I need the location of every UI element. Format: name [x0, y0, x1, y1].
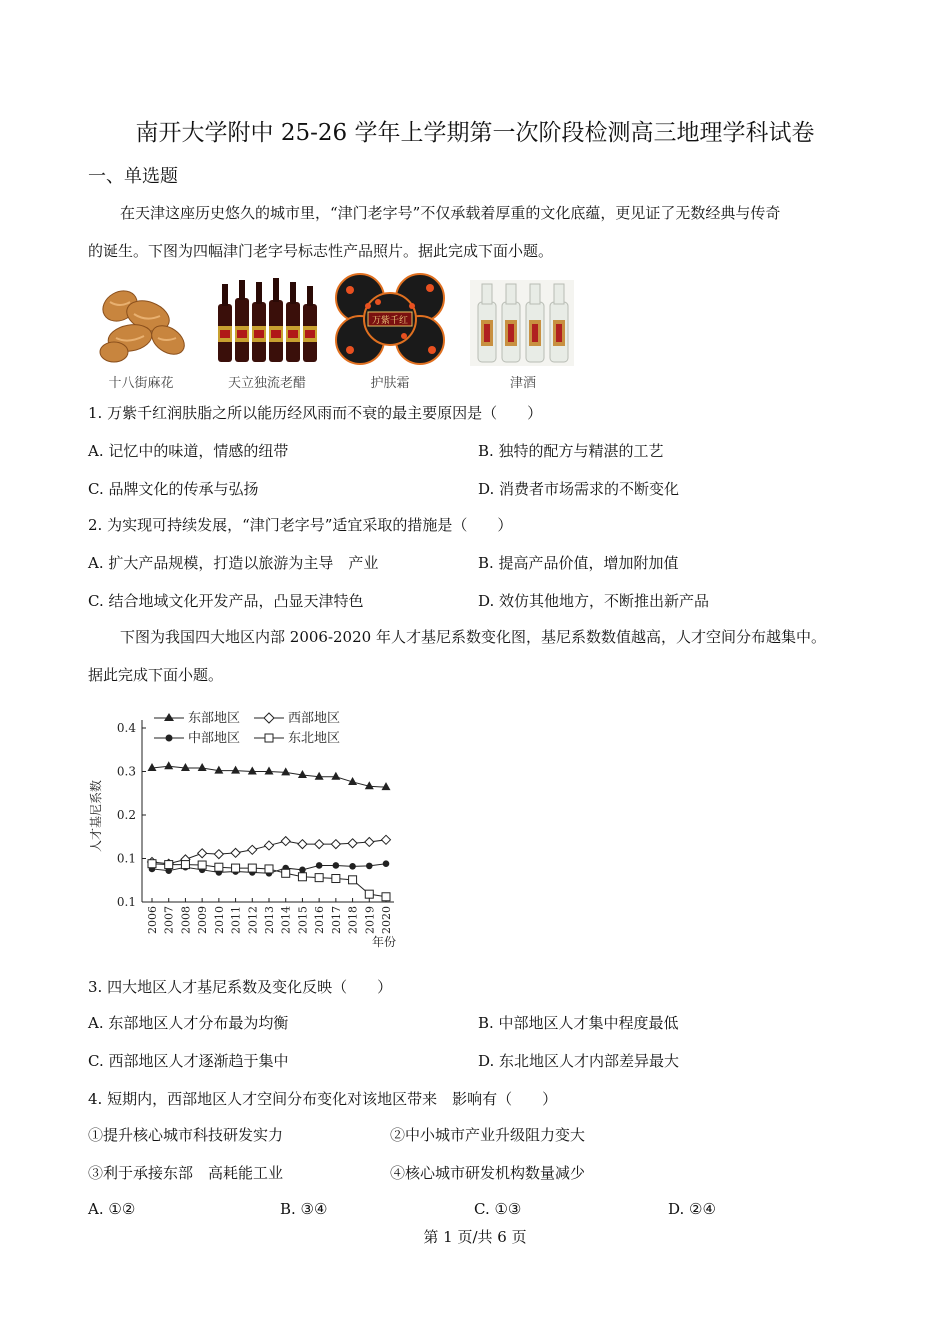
data-point-northeast: [332, 875, 340, 883]
caption-cream: 护肤霜: [370, 376, 410, 391]
data-point-northeast: [165, 861, 173, 869]
x-axis-label: 年份: [371, 935, 397, 949]
data-point-west: [248, 845, 257, 854]
data-point-central: [333, 862, 340, 869]
x-tick-label: 2006: [146, 906, 159, 934]
y-tick-label: 0.3: [116, 764, 136, 779]
legend-marker-west: [264, 713, 274, 723]
data-point-northeast: [232, 864, 240, 872]
x-tick-label: 2016: [313, 906, 327, 934]
x-tick-label: 2011: [229, 906, 243, 934]
q1-option-a: A. 记忆中的味道，情感的纽带: [88, 442, 289, 460]
y-tick-label: 0.1: [116, 851, 136, 866]
x-tick-label: 2020: [380, 906, 393, 934]
data-point-east: [164, 761, 173, 769]
legend-northeast: 东北地区: [288, 731, 341, 746]
q1-stem: 1. 万紫千红润肤脂之所以能历经风雨而不衰的最主要原因是（ ）: [88, 404, 543, 422]
data-point-west: [348, 839, 357, 848]
data-point-west: [365, 837, 374, 846]
y-tick-label: 0.1: [116, 895, 136, 909]
data-point-central: [349, 863, 356, 870]
q1-option-c: C. 品牌文化的传承与弘扬: [88, 480, 259, 498]
data-point-east: [214, 766, 223, 774]
data-point-northeast: [315, 874, 323, 882]
x-tick-label: 2017: [329, 906, 343, 934]
q4-statement-4: ④核心城市研发机构数量减少: [390, 1164, 586, 1182]
data-point-west: [298, 840, 307, 849]
data-point-northeast: [248, 864, 256, 872]
data-point-northeast: [349, 876, 357, 884]
data-point-northeast: [282, 869, 290, 877]
q2-stem: 2. 为实现可持续发展，“津门老字号”适宜采取的措施是（ ）: [88, 516, 513, 534]
legend-marker-northeast: [265, 734, 273, 742]
q4-stem: 4. 短期内，西部地区人才空间分布变化对该地区带来 影响有（ ）: [88, 1090, 558, 1108]
caption-jinjiu: 津酒: [509, 376, 536, 391]
data-point-east: [248, 767, 257, 775]
data-point-northeast: [215, 863, 223, 871]
q1-option-d: D. 消费者市场需求的不断变化: [478, 480, 680, 498]
data-point-northeast: [382, 893, 390, 901]
data-point-central: [383, 860, 390, 867]
data-point-east: [298, 770, 307, 778]
x-tick-label: 2009: [196, 906, 210, 934]
q4-option-c: C. ①③: [474, 1200, 522, 1218]
page-title: 南开大学附中 25-26 学年上学期第一次阶段检测高三地理学科试卷: [135, 120, 815, 146]
data-point-central: [299, 867, 306, 874]
q2-option-d: D. 效仿其他地方，不断推出新产品: [478, 592, 710, 610]
q3-option-b: B. 中部地区人才集中程度最低: [478, 1014, 679, 1032]
data-point-northeast: [298, 873, 306, 881]
data-point-east: [281, 767, 290, 775]
x-tick-label: 2007: [162, 906, 176, 934]
data-point-northeast: [181, 861, 189, 869]
data-point-west: [281, 837, 290, 846]
data-point-west: [198, 849, 207, 858]
q4-statement-1: ①提升核心城市科技研发实力: [88, 1126, 284, 1144]
data-point-east: [198, 763, 207, 771]
caption-mahua: 十八街麻花: [108, 376, 174, 391]
data-point-central: [316, 862, 323, 869]
data-point-west: [214, 850, 223, 859]
mahua-photo: [90, 276, 198, 368]
intro2-line2: 据此完成下面小题。: [88, 666, 224, 684]
data-point-northeast: [365, 890, 373, 898]
q2-option-b: B. 提高产品价值，增加附加值: [478, 554, 679, 572]
q1-option-b: B. 独特的配方与精湛的工艺: [478, 442, 664, 460]
data-point-east: [315, 772, 324, 780]
data-point-east: [331, 772, 340, 780]
page-footer: 第 1 页/共 6 页: [423, 1228, 527, 1246]
x-tick-label: 2013: [263, 906, 276, 934]
data-point-west: [382, 835, 391, 844]
section-heading: 一、单选题: [88, 166, 178, 187]
vinegar-photo: [214, 276, 320, 364]
legend-marker-east: [164, 713, 174, 721]
q4-statement-2: ②中小城市产业升级阻力变大: [390, 1126, 586, 1144]
x-tick-label: 2018: [346, 906, 360, 934]
gini-chart: [86, 700, 426, 960]
y-tick-label: 0.4: [116, 721, 136, 735]
data-point-west: [331, 840, 340, 849]
legend-west: 西部地区: [288, 711, 341, 726]
intro2-line1: 下图为我国四大地区内部 2006-2020 年人才基尼系数变化图，基尼系数数值越高，人才空间分布越集中。: [120, 628, 826, 646]
caption-vinegar: 天立独流老醋: [227, 376, 306, 391]
intro1-line1: 在天津这座历史悠久的城市里，“津门老字号”不仅承载着厚重的文化底蕴，更见证了无数经典与传奇: [120, 204, 781, 222]
q4-option-a: A. ①②: [88, 1200, 136, 1218]
intro1-line2: 的诞生。下图为四幅津门老字号标志性产品照片。据此完成下面小题。: [88, 242, 554, 260]
data-point-east: [382, 782, 391, 790]
x-tick-label: 2019: [363, 906, 377, 934]
data-point-east: [265, 767, 274, 775]
x-tick-label: 2012: [246, 906, 260, 934]
y-tick-label: 0.2: [116, 808, 136, 822]
y-axis-label: 人才基尼系数: [89, 779, 103, 853]
data-point-northeast: [198, 861, 206, 869]
legend-east: 东部地区: [188, 711, 241, 726]
legend-central: 中部地区: [188, 731, 241, 746]
x-tick-label: 2010: [212, 906, 226, 934]
q4-statement-3: ③利于承接东部 高耗能工业: [88, 1164, 284, 1182]
data-point-east: [181, 763, 190, 771]
q4-option-d: D. ②④: [668, 1200, 716, 1218]
jinjiu-photo: [470, 280, 574, 366]
q4-option-b: B. ③④: [280, 1200, 328, 1218]
q2-option-c: C. 结合地域文化开发产品，凸显天津特色: [88, 592, 364, 610]
cream-logo-text: 万紫千红: [371, 316, 409, 326]
data-point-central: [366, 863, 373, 870]
data-point-west: [265, 841, 274, 850]
x-tick-label: 2015: [296, 906, 310, 934]
legend-marker-central: [166, 735, 173, 742]
q3-option-c: C. 西部地区人才逐渐趋于集中: [88, 1052, 289, 1070]
data-point-east: [231, 766, 240, 774]
q3-option-a: A. 东部地区人才分布最为均衡: [88, 1014, 289, 1032]
q3-stem: 3. 四大地区人才基尼系数及变化反映（ ）: [88, 978, 393, 996]
q2-option-a: A. 扩大产品规模，打造以旅游为主导 产业: [88, 554, 379, 572]
q3-option-d: D. 东北地区人才内部差异最大: [478, 1052, 680, 1070]
data-point-northeast: [148, 860, 156, 868]
x-tick-label: 2014: [279, 906, 293, 934]
x-tick-label: 2008: [179, 906, 193, 934]
data-point-northeast: [265, 865, 273, 873]
data-point-east: [148, 763, 157, 771]
data-point-west: [315, 840, 324, 849]
cream-photo: [334, 272, 446, 366]
data-point-west: [231, 848, 240, 857]
